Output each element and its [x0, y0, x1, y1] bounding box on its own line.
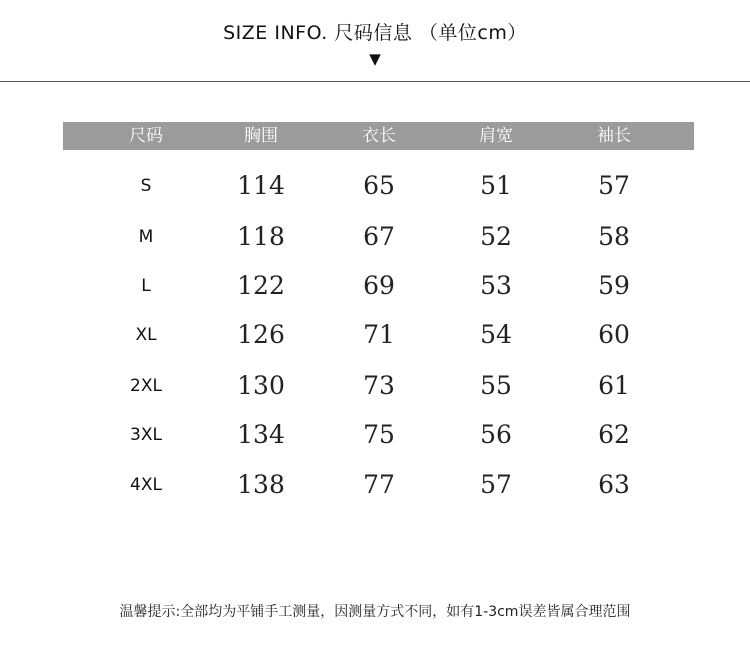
shoulder-cell: 51: [480, 171, 512, 200]
shoulder-cell: 56: [480, 420, 512, 449]
table-row: [0, 415, 750, 455]
size-cell: L: [141, 276, 151, 296]
size-cell: 3XL: [130, 425, 162, 445]
header-shoulder: 肩宽: [479, 126, 513, 146]
chest-cell: 122: [237, 271, 285, 300]
chest-cell: 114: [237, 171, 285, 200]
header-chest: 胸围: [244, 126, 278, 146]
chest-cell: 138: [237, 470, 285, 499]
table-row: [0, 266, 750, 306]
sleeve-cell: 61: [598, 371, 630, 400]
header-sleeve: 袖长: [597, 126, 631, 146]
size-cell: M: [138, 227, 154, 247]
shoulder-cell: 55: [480, 371, 512, 400]
shoulder-cell: 54: [480, 320, 512, 349]
size-cell: 2XL: [130, 376, 162, 396]
header-size: 尺码: [129, 126, 163, 146]
table-row: [0, 166, 750, 206]
chest-cell: 126: [237, 320, 285, 349]
down-arrow-icon: ▼: [369, 50, 381, 68]
chest-cell: 130: [237, 371, 285, 400]
sleeve-cell: 62: [598, 420, 630, 449]
measurement-tip: 温馨提示:全部均为平铺手工测量，因测量方式不同，如有1-3cm误差皆属合理范围: [119, 604, 631, 620]
table-row: [0, 217, 750, 257]
size-cell: XL: [135, 325, 157, 345]
divider: [0, 81, 750, 82]
length-cell: 75: [363, 420, 395, 449]
page-title: SIZE INFO. 尺码信息 （单位cm）: [223, 22, 527, 44]
size-cell: 4XL: [130, 475, 162, 495]
length-cell: 73: [363, 371, 395, 400]
shoulder-cell: 53: [480, 271, 512, 300]
header-length: 衣长: [362, 126, 396, 146]
table-row: [0, 315, 750, 355]
sleeve-cell: 60: [598, 320, 630, 349]
sleeve-cell: 63: [598, 470, 630, 499]
sleeve-cell: 59: [598, 271, 630, 300]
sleeve-cell: 58: [598, 222, 630, 251]
table-row: [0, 366, 750, 406]
shoulder-cell: 52: [480, 222, 512, 251]
table-row: [0, 465, 750, 505]
table-header: [63, 122, 694, 150]
length-cell: 77: [363, 470, 395, 499]
shoulder-cell: 57: [480, 470, 512, 499]
length-cell: 67: [363, 222, 395, 251]
size-cell: S: [140, 176, 152, 196]
chest-cell: 118: [237, 222, 285, 251]
sleeve-cell: 57: [598, 171, 630, 200]
length-cell: 71: [363, 320, 395, 349]
length-cell: 65: [363, 171, 395, 200]
chest-cell: 134: [237, 420, 285, 449]
length-cell: 69: [363, 271, 395, 300]
